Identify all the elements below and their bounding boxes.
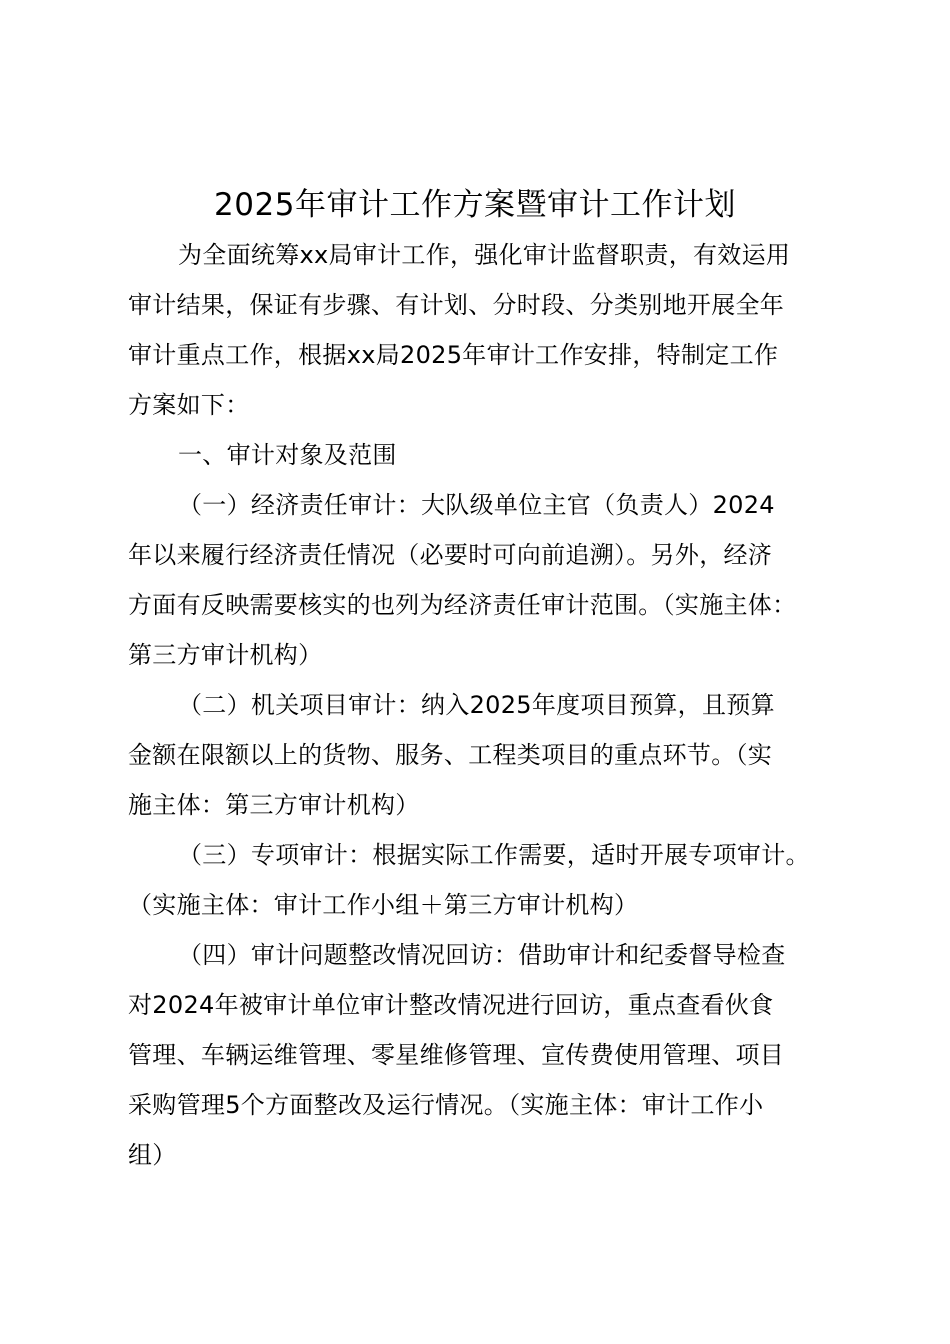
item-4-line-1: （四）审计问题整改情况回访：借助审计和纪委督导检查 — [178, 941, 786, 969]
item-2-line-3: 施主体：第三方审计机构） — [128, 791, 420, 819]
item-4-line-5: 组） — [128, 1141, 177, 1169]
item-1-line-1: （一）经济责任审计：大队级单位主官（负责人）2024 — [178, 491, 775, 519]
paragraph-intro-line-2: 审计结果，保证有步骤、有计划、分时段、分类别地开展全年 — [128, 291, 785, 319]
item-4-line-4: 采购管理5个方面整改及运行情况。（实施主体：审计工作小 — [128, 1091, 764, 1119]
item-4-line-2: 对2024年被审计单位审计整改情况进行回访，重点查看伙食 — [128, 991, 774, 1019]
paragraph-intro-line-1: 为全面统筹xx局审计工作，强化审计监督职责，有效运用 — [178, 241, 791, 269]
item-3-line-1: （三）专项审计：根据实际工作需要，适时开展专项审计。 — [178, 841, 810, 869]
item-2-line-2: 金额在限额以上的货物、服务、工程类项目的重点环节。（实 — [128, 741, 773, 769]
item-3-line-2: （实施主体：审计工作小组＋第三方审计机构） — [128, 891, 639, 919]
paragraph-intro-line-3: 审计重点工作，根据xx局2025年审计工作安排，特制定工作 — [128, 341, 779, 369]
item-4-line-3: 管理、车辆运维管理、零星维修管理、宣传费使用管理、项目 — [128, 1041, 785, 1069]
item-2-line-1: （二）机关项目审计：纳入2025年度项目预算，且预算 — [178, 691, 775, 719]
section-heading-1: 一、审计对象及范围 — [178, 441, 397, 469]
item-1-line-3: 方面有反映需要核实的也列为经济责任审计范围。（实施主体： — [128, 591, 797, 619]
item-1-line-2: 年以来履行经济责任情况（必要时可向前追溯）。另外，经济 — [128, 541, 773, 569]
paragraph-intro-line-4: 方案如下： — [128, 391, 250, 419]
item-1-line-4: 第三方审计机构） — [128, 641, 323, 669]
document-title: 2025年审计工作方案暨审计工作计划 — [214, 187, 736, 223]
